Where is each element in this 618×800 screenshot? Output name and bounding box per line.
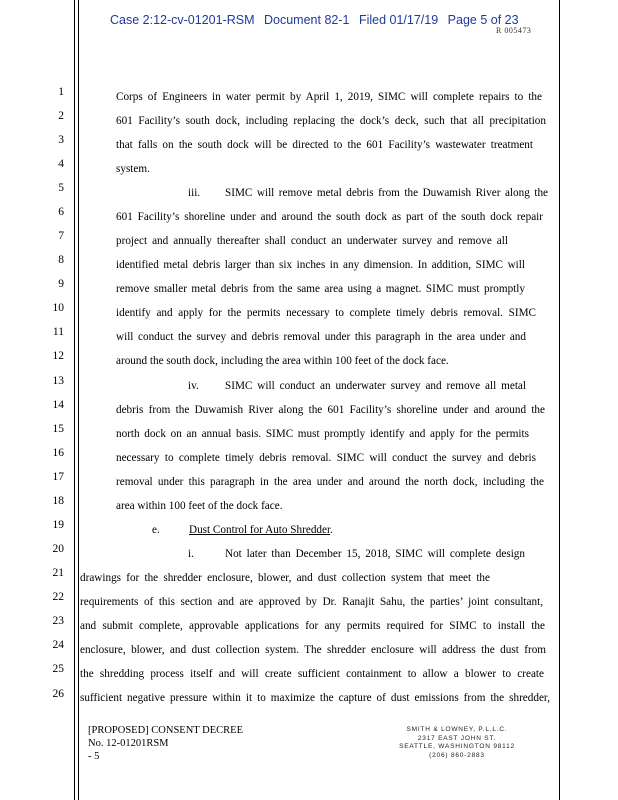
body-line: identified metal debris larger than six inches in any dimension. In addition, SIMC will <box>116 259 525 271</box>
line-number: 5 <box>58 182 64 194</box>
item-number: iii. <box>188 187 201 199</box>
item-number: iv. <box>188 380 199 392</box>
line-number: 18 <box>52 495 64 507</box>
body-line: north dock on an annual basis. SIMC must promptly identify and apply for the permits <box>116 428 529 440</box>
item-number: i. <box>188 548 194 560</box>
body-line: 601 Facility’s shoreline under and around the south dock as part of the south dock repair <box>116 211 543 223</box>
line-number: 13 <box>52 375 64 387</box>
section-letter: e. <box>152 524 160 536</box>
section-heading-text: Dust Control for Auto Shredder <box>189 524 331 536</box>
body-line: identify and apply for the permits necessary to complete timely debris removal. SIMC <box>116 307 536 319</box>
filed-date: Filed 01/17/19 <box>358 13 439 27</box>
body-line: sufficient negative pressure within it to maximize the capture of dust emissions from the shredder, <box>80 692 550 704</box>
body-line: requirements of this section and are approved by Dr. Ranajit Sahu, the parties’ joint consultant, <box>80 596 543 608</box>
body-line: area within 100 feet of the dock face. <box>116 500 283 512</box>
body-line: and submit complete, approvable applications for any permits required for SIMC to install the <box>80 620 545 632</box>
footer-case-number: No. 12-01201RSM <box>88 738 169 749</box>
line-number: 11 <box>52 326 64 338</box>
line-number: 14 <box>52 399 64 411</box>
line-number: 2 <box>58 110 64 122</box>
body-line: remove smaller metal debris from the same area using a magnet. SIMC must promptly <box>116 283 525 295</box>
section-heading-period: . <box>330 524 333 536</box>
line-number: 8 <box>58 254 64 266</box>
firm-street: 2317 EAST JOHN ST. <box>417 734 497 742</box>
body-line: will conduct the survey and debris removal under this paragraph in the area under and <box>116 331 526 343</box>
line-number: 22 <box>52 591 64 603</box>
body-line: 601 Facility’s south dock, including replacing the dock’s deck, such that all precipitation <box>116 115 546 127</box>
footer-page-number: - 5 <box>88 751 100 762</box>
line-number: 12 <box>52 350 64 362</box>
left-margin-rule <box>74 0 75 800</box>
body-line: SIMC will conduct an underwater survey and remove all metal <box>225 380 526 392</box>
line-number: 20 <box>52 543 64 555</box>
line-number: 24 <box>52 639 64 651</box>
body-line: project and annually thereafter shall conduct an underwater survey and remove all <box>116 235 508 247</box>
line-number: 25 <box>52 663 64 675</box>
body-line: enclosure, blower, and dust collection system. The shredder enclosure will address the dust from <box>80 644 546 656</box>
line-number: 17 <box>52 471 64 483</box>
line-number: 3 <box>58 134 64 146</box>
body-line: system. <box>116 163 150 175</box>
page-indicator: Page 5 of 23 <box>447 13 519 27</box>
line-number: 26 <box>52 688 64 700</box>
footer-title: [PROPOSED] CONSENT DECREE <box>88 725 243 736</box>
line-number: 9 <box>58 278 64 290</box>
line-number: 10 <box>52 302 64 314</box>
firm-phone: (206) 860-2883 <box>429 751 485 759</box>
law-firm-block <box>392 726 522 760</box>
line-number: 16 <box>52 447 64 459</box>
line-number: 6 <box>58 206 64 218</box>
body-line: the shredding process itself and will create sufficient containment to allow a blower to create <box>80 668 544 680</box>
body-line: SIMC will remove metal debris from the Duwamish River along the <box>225 187 548 199</box>
right-margin-rule <box>559 0 560 800</box>
body-line: debris from the Duwamish River along the 601 Facility’s shoreline under and around the <box>116 404 545 416</box>
body-line: Not later than December 15, 2018, SIMC will complete design <box>225 548 525 560</box>
line-number: 15 <box>52 423 64 435</box>
body-line: removal under this paragraph in the area under and around the north dock, including the <box>116 476 544 488</box>
line-number: 1 <box>58 86 64 98</box>
line-number: 4 <box>58 158 64 170</box>
court-filing-header <box>110 13 525 27</box>
body-line: drawings for the shredder enclosure, blower, and dust collection system that meet the <box>80 572 490 584</box>
body-line: necessary to complete timely debris removal. SIMC will conduct the survey and debris <box>116 452 536 464</box>
left-margin-rule-inner <box>78 0 79 800</box>
body-line: Corps of Engineers in water permit by April 1, 2019, SIMC will complete repairs to the <box>116 91 542 103</box>
line-number: 21 <box>52 567 64 579</box>
firm-city: SEATTLE, WASHINGTON 98112 <box>399 743 515 750</box>
document-number: Document 82-1 <box>264 13 350 27</box>
firm-name: SMITH & LOWNEY, P.L.L.C. <box>406 726 508 733</box>
line-number: 19 <box>52 519 64 531</box>
footer-caption <box>88 724 243 763</box>
line-number: 23 <box>52 615 64 627</box>
body-line: around the south dock, including the area within 100 feet of the dock face. <box>116 355 449 367</box>
line-number: 7 <box>58 230 64 242</box>
section-heading <box>189 524 333 536</box>
bates-number: R 005473 <box>496 26 532 35</box>
case-number: Case 2:12-cv-01201-RSM <box>110 13 255 27</box>
body-line: that falls on the south dock will be directed to the 601 Facility’s wastewater treatment <box>116 139 533 151</box>
